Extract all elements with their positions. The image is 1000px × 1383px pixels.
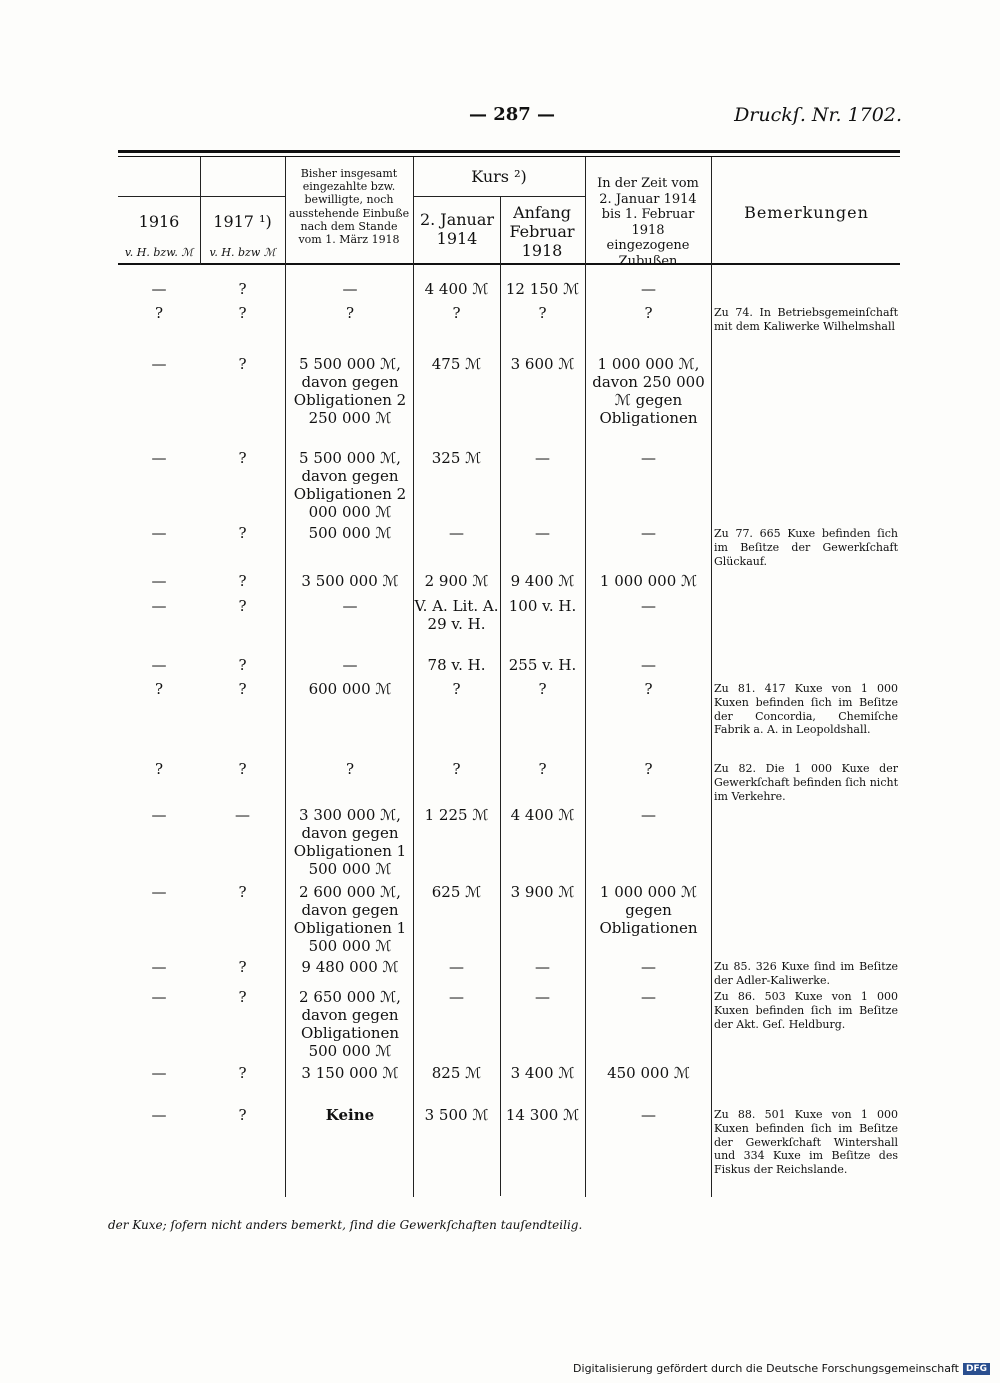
header-paid-in: Bisher insgesamt eingezahlte bzw. bewilligte, noch ausstehende Einbuße nach dem Stande vom 1. März 1918 [288, 167, 410, 246]
cell-kurs-feb: 100 v. H. [508, 597, 577, 615]
cell-1917: ? [238, 304, 247, 322]
cell-1916: — [151, 883, 167, 901]
cell-paid-in: 2 650 000 ℳ, davon gegen Obligationen 500 000 ℳ [299, 988, 401, 1060]
cell-1916: — [151, 1064, 167, 1082]
remark-text: Zu 86. 503 Kuxe von 1 000 Kuxen befinden ſich im Beſitze der Akt. Geſ. Heldburg. [714, 990, 898, 1031]
cell-kurs-feb: — [535, 988, 550, 1006]
cell-kurs-feb: ? [538, 680, 547, 698]
cell-contributions: ? [644, 760, 653, 778]
cell-1917: ? [238, 958, 247, 976]
cell-paid-in: — [342, 656, 358, 674]
cell-1916: — [151, 280, 167, 298]
cell-kurs-feb: 3 400 ℳ [510, 1064, 575, 1082]
cell-1916: — [151, 355, 167, 373]
cell-1916: — [151, 988, 167, 1006]
col-divider [285, 157, 286, 1197]
header-divider [118, 196, 285, 197]
cell-kurs-feb: 3 600 ℳ [510, 355, 575, 373]
cell-1917: ? [238, 597, 247, 615]
cell-kurs-jan: — [449, 524, 464, 542]
cell-kurs-feb: — [535, 524, 550, 542]
cell-paid-in: 600 000 ℳ [308, 680, 392, 698]
cell-1916: ? [154, 680, 164, 698]
cell-1916: — [151, 572, 167, 590]
cell-1917: — [235, 806, 250, 824]
cell-contributions: — [641, 1106, 656, 1124]
cell-1916: — [151, 1106, 167, 1124]
cell-kurs-jan: V. A. Lit. A. 29 v. H. [414, 597, 499, 633]
cell-kurs-feb: 14 300 ℳ [505, 1106, 580, 1124]
cell-paid-in: 9 480 000 ℳ [301, 958, 399, 976]
cell-kurs-jan: 78 v. H. [427, 656, 486, 674]
cell-kurs-jan: 325 ℳ [431, 449, 482, 467]
table-top-rule [118, 150, 900, 153]
cell-kurs-jan: — [449, 958, 464, 976]
cell-contributions: ? [644, 304, 653, 322]
header-unit-1916: v. H. bzw. ℳ [124, 246, 194, 259]
cell-paid-in: — [342, 597, 358, 615]
cell-1917: ? [238, 524, 247, 542]
cell-1916: — [151, 524, 167, 542]
cell-1917: ? [238, 656, 247, 674]
cell-1917: ? [238, 1106, 247, 1124]
cell-1916: — [151, 449, 167, 467]
header-contributions: In der Zeit vom 2. Januar 1914 bis 1. Februar 1918 eingezogene Zubußen [597, 176, 699, 269]
header-unit-1917: v. H. bzw ℳ [209, 246, 276, 259]
cell-contributions: — [641, 597, 656, 615]
cell-contributions: ? [644, 680, 653, 698]
cell-kurs-jan: 625 ℳ [431, 883, 482, 901]
header-kurs-jan: 2. Januar 1914 [419, 210, 495, 249]
cell-contributions: 450 000 ℳ [607, 1064, 690, 1082]
cell-kurs-jan: ? [452, 680, 461, 698]
page-number: — 287 — [468, 104, 556, 125]
print-reference: Druckſ. Nr. 1702. [734, 104, 902, 126]
cell-paid-in: — [342, 280, 358, 298]
cell-kurs-jan: 3 500 ℳ [424, 1106, 489, 1124]
cell-paid-in: 3 150 000 ℳ [301, 1064, 399, 1082]
cell-contributions: — [641, 524, 656, 542]
cell-1917: ? [238, 988, 247, 1006]
cell-contributions: — [641, 988, 656, 1006]
cell-contributions: — [641, 656, 656, 674]
cell-paid-in: 3 500 000 ℳ [301, 572, 399, 590]
cell-kurs-jan: 2 900 ℳ [424, 572, 489, 590]
cell-kurs-feb: 255 v. H. [508, 656, 577, 674]
cell-kurs-jan: — [449, 988, 464, 1006]
remark-text: Zu 88. 501 Kuxe von 1 000 Kuxen befinden ſich im Beſitze der Gewerkſchaft Wintershall und 334 Kuxe im Beſitze des Fiskus der Reichslande. [714, 1108, 898, 1176]
cell-1916: — [151, 958, 167, 976]
cell-paid-in: Keine [325, 1106, 375, 1124]
cell-1916: — [151, 806, 167, 824]
cell-1917: ? [238, 280, 247, 298]
header-kurs: Kurs ²) [471, 167, 527, 186]
cell-kurs-jan: 475 ℳ [431, 355, 482, 373]
col-divider [711, 157, 712, 1197]
cell-kurs-jan: 825 ℳ [431, 1064, 482, 1082]
cell-contributions: — [641, 449, 656, 467]
cell-1917: ? [238, 760, 247, 778]
cell-contributions: — [641, 958, 656, 976]
cell-kurs-feb: ? [538, 304, 547, 322]
cell-kurs-feb: — [535, 449, 550, 467]
dfg-logo: DFG [963, 1363, 990, 1375]
cell-contributions: 1 000 000 ℳ gegen Obligationen [599, 883, 698, 937]
cell-kurs-jan: ? [452, 304, 461, 322]
cell-contributions: — [641, 280, 656, 298]
cell-1917: ? [238, 1064, 247, 1082]
cell-1917: ? [238, 572, 247, 590]
cell-kurs-jan: 4 400 ℳ [424, 280, 489, 298]
cell-paid-in: 2 600 000 ℳ, davon gegen Obligationen 1 500 000 ℳ [293, 883, 407, 955]
cell-kurs-feb: — [535, 958, 550, 976]
cell-kurs-feb: 12 150 ℳ [505, 280, 580, 298]
cell-contributions: — [641, 806, 656, 824]
cell-kurs-feb: 3 900 ℳ [510, 883, 575, 901]
cell-contributions: 1 000 000 ℳ, davon 250 000 ℳ gegen Obligationen [592, 355, 705, 427]
cell-kurs-feb: ? [538, 760, 547, 778]
cell-1916: — [151, 656, 167, 674]
cell-1917: ? [238, 449, 247, 467]
cell-paid-in: ? [345, 760, 355, 778]
cell-1917: ? [238, 680, 247, 698]
remark-text: Zu 77. 665 Kuxe befinden ſich im Beſitze der Gewerkſchaft Glückauf. [714, 527, 898, 568]
cell-kurs-feb: 9 400 ℳ [510, 572, 575, 590]
cell-kurs-feb: 4 400 ℳ [510, 806, 575, 824]
cell-contributions: 1 000 000 ℳ [599, 572, 698, 590]
cell-paid-in: 5 500 000 ℳ, davon gegen Obligationen 2 000 000 ℳ [293, 449, 407, 521]
cell-paid-in: 500 000 ℳ [308, 524, 392, 542]
cell-paid-in: 3 300 000 ℳ, davon gegen Obligationen 1 500 000 ℳ [293, 806, 407, 878]
col-divider [585, 157, 586, 1197]
header-1916: 1916 [138, 212, 180, 231]
header-remarks: Bemerkungen [744, 203, 869, 222]
header-kurs-feb: Anfang Februar 1918 [509, 203, 575, 261]
header-divider [413, 196, 585, 197]
cell-1916: ? [154, 760, 164, 778]
digitization-credit [573, 1362, 990, 1375]
cell-kurs-jan: 1 225 ℳ [424, 806, 489, 824]
header-1917: 1917 ¹) [213, 212, 272, 231]
cell-1917: ? [238, 883, 247, 901]
table-top-rule-thin [118, 156, 900, 157]
remark-text: Zu 81. 417 Kuxe von 1 000 Kuxen befinden ſich im Beſitze der Concordia, Chemiſche Fabrik a. A. in Leopoldshall. [714, 682, 898, 737]
remark-text: Zu 85. 326 Kuxe ſind im Beſitze der Adler-Kaliwerke. [714, 960, 898, 987]
cell-paid-in: ? [345, 304, 355, 322]
cell-kurs-jan: ? [452, 760, 461, 778]
table-header-rule [118, 263, 900, 265]
remark-text: Zu 74. In Betriebsgemeinſchaft mit dem Kaliwerke Wilhelmshall [714, 306, 898, 333]
credit-text: Digitalisierung gefördert durch die Deutsche Forschungsgemeinschaft [573, 1362, 959, 1375]
footnote: der Kuxe; ſofern nicht anders bemerkt, ſind die Gewerkſchaften tauſendteilig. [108, 1218, 583, 1232]
cell-1916: — [151, 597, 167, 615]
cell-1916: ? [154, 304, 164, 322]
remark-text: Zu 82. Die 1 000 Kuxe der Gewerkſchaft befinden ſich nicht im Verkehre. [714, 762, 898, 803]
cell-1917: ? [238, 355, 247, 373]
cell-paid-in: 5 500 000 ℳ, davon gegen Obligationen 2 250 000 ℳ [293, 355, 407, 427]
